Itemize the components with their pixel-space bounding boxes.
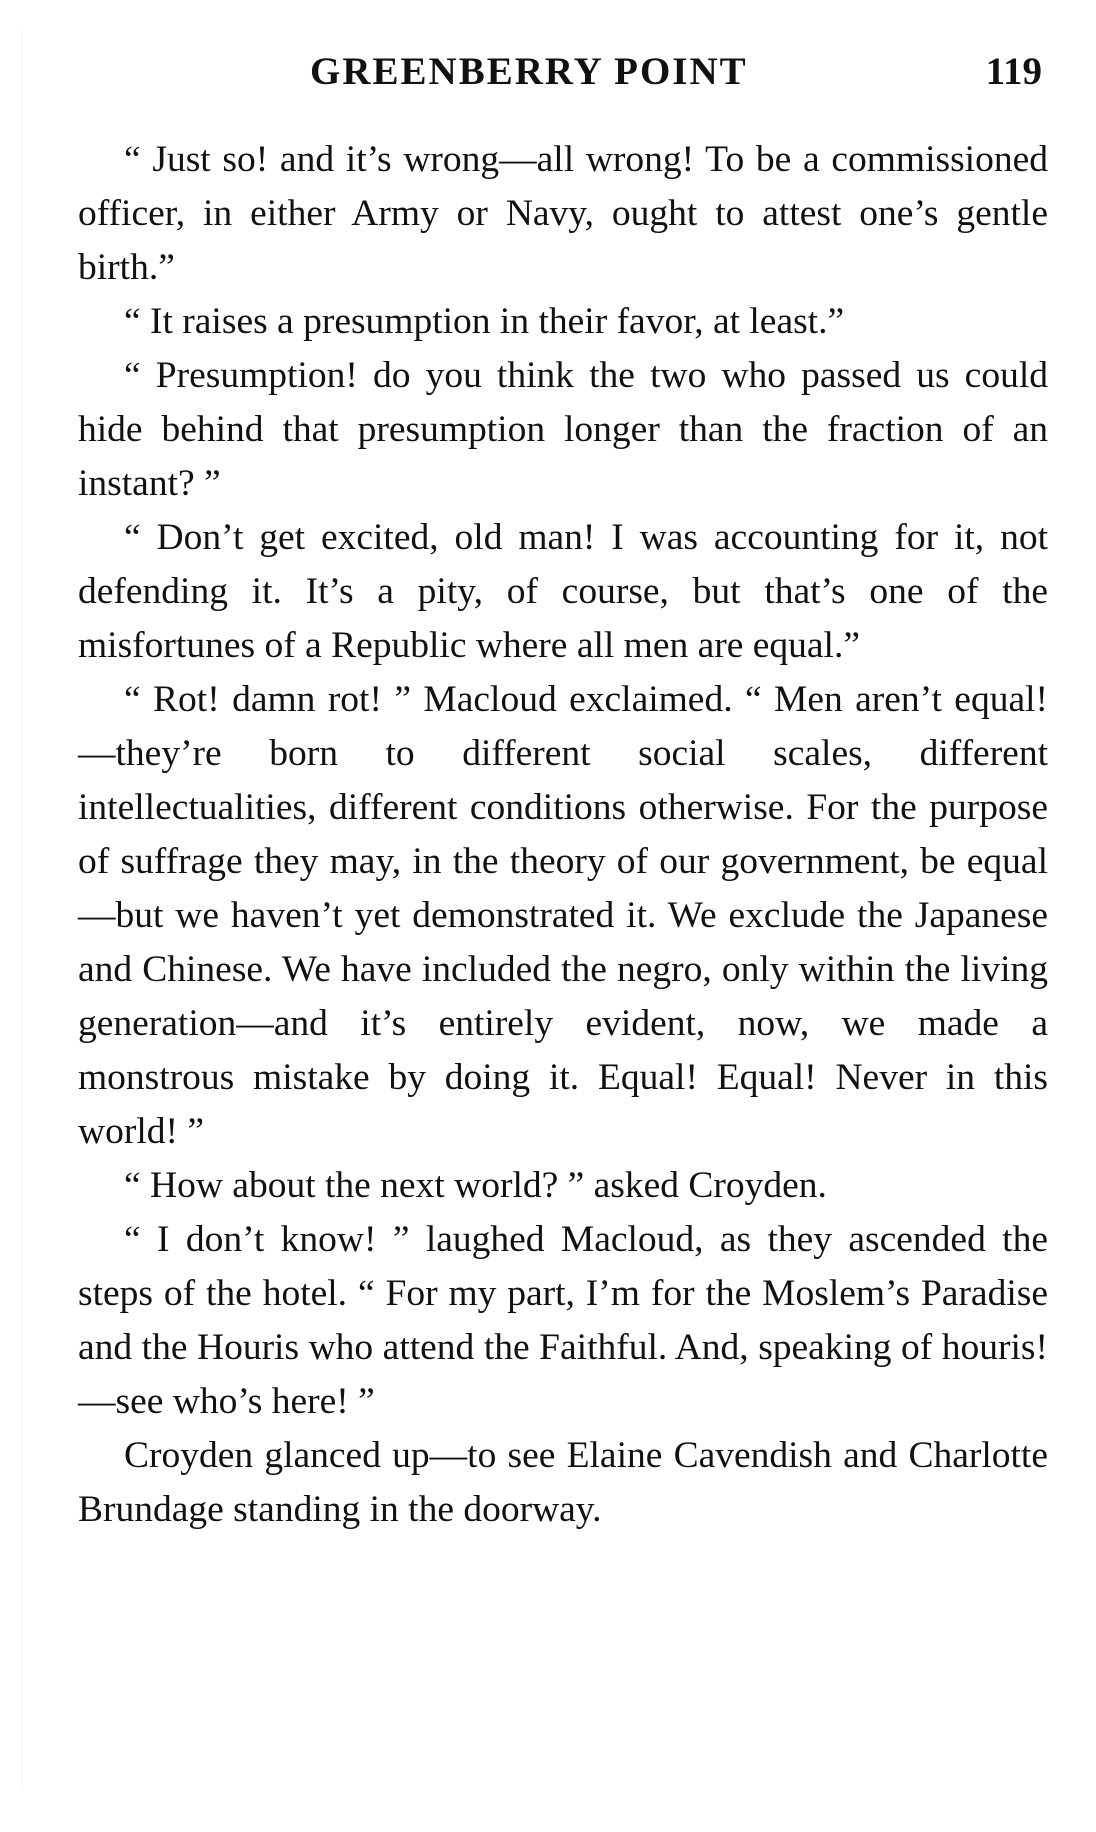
paragraph-6: “ How about the next world? ” asked Croyden.: [124, 1165, 827, 1206]
paragraph-4: “ Don’t get excited, old man! I was accounting for it, not defending it. It’s a pity, of course, but that’s one of the misfortunes of a Republic where all men are equal.”: [78, 517, 1048, 666]
paragraph-1: “ Just so! and it’s wrong—all wrong! To be a commissioned officer, in either Army or Navy, ought to attest one’s gentle birth.”: [78, 139, 1048, 288]
page-number: 119: [985, 50, 1042, 93]
paragraph-8: Croyden glanced up—to see Elaine Cavendish and Charlotte Brundage standing in the doorway.: [78, 1435, 1048, 1530]
paragraph-3: “ Presumption! do you think the two who passed us could hide behind that presumption longer than the fraction of an instant? ”: [78, 355, 1048, 504]
page-edge-shadow: [22, 30, 23, 1790]
paragraph-5: “ Rot! damn rot! ” Macloud exclaimed. “ Men aren’t equal!—they’re born to different social scales, different intellectualities, different conditions otherwise. For the purpose of suffrage they may, in the theory of our government, be equal—but we haven’t yet demonstrated it. We exclude the Japanese and Chinese. We have included the negro, only within the living generation—and it’s entirely evident, now, we made a monstrous mistake by doing it. Equal! Equal! Never in this world! ”: [78, 679, 1048, 1152]
body-text: [78, 133, 1048, 1537]
running-title: GREENBERRY POINT: [310, 50, 748, 93]
running-header: [78, 42, 1048, 102]
paragraph-2: “ It raises a presumption in their favor, at least.”: [124, 301, 845, 342]
paragraph-7: “ I don’t know! ” laughed Macloud, as they ascended the steps of the hotel. “ For my part, I’m for the Moslem’s Paradise and the Houris who attend the Faithful. And, speaking of houris!—see who’s here! ”: [78, 1219, 1048, 1422]
